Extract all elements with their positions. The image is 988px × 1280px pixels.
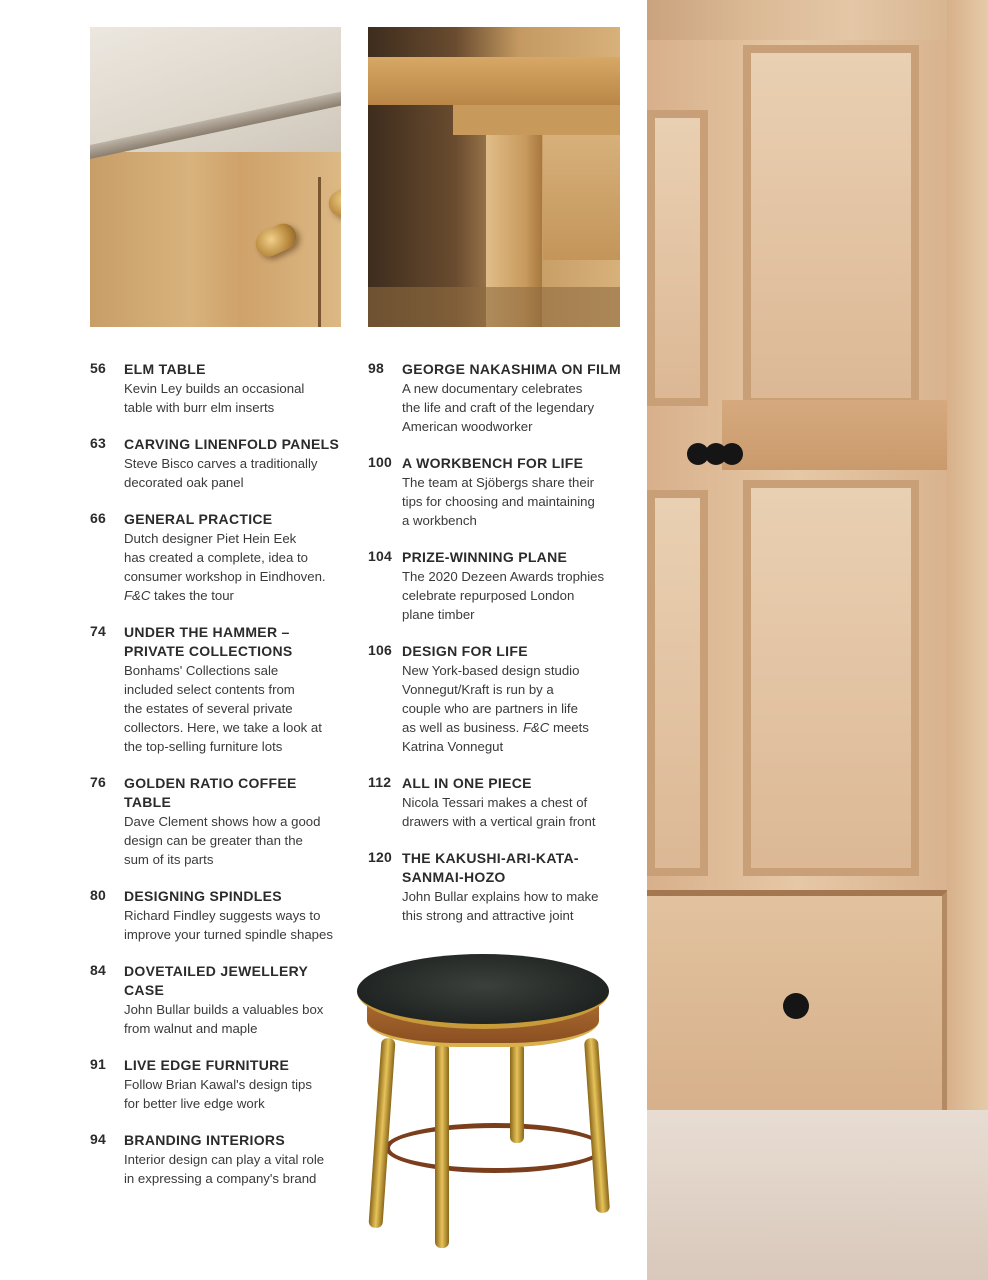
article-description: John Bullar builds a valuables box from walnut and maple — [124, 1002, 324, 1036]
article-title: GENERAL PRACTICE — [124, 511, 273, 527]
gilt-marble-table-photo — [345, 948, 630, 1253]
article-description: Follow Brian Kawal's design tips for better live edge work — [124, 1077, 312, 1111]
article-description: John Bullar explains how to make this strong and attractive joint — [402, 889, 599, 923]
page-number: 84 — [90, 962, 106, 978]
contents-entry[interactable] — [368, 548, 623, 624]
article-title: GEORGE NAKASHIMA ON FILM — [402, 361, 622, 377]
article-description: Dutch designer Piet Hein Eek has created a complete, idea to consumer workshop in Eindhoven. F&C takes the tour — [124, 531, 326, 603]
article-description: Bonhams' Collections sale included select contents from the estates of several private collectors. Here, we take a look at the top-selling furniture lots — [124, 663, 322, 754]
article-title: A WORKBENCH FOR LIFE — [402, 455, 584, 471]
article-title: PRIZE-WINNING PLANE — [402, 549, 568, 565]
page-number: 112 — [368, 774, 392, 790]
article-title: CARVING LINENFOLD PANELS — [124, 436, 340, 452]
page-number: 56 — [90, 360, 106, 376]
article-title: DESIGNING SPINDLES — [124, 888, 282, 904]
page-number: 104 — [368, 548, 392, 564]
article-description: The team at Sjöbergs share their tips for choosing and maintaining a workbench — [402, 475, 595, 528]
article-description: Interior design can play a vital role in expressing a company's brand — [124, 1152, 325, 1186]
page-number: 94 — [90, 1131, 106, 1147]
contents-entry[interactable] — [90, 510, 345, 605]
contents-entry[interactable] — [90, 962, 345, 1038]
contents-entry[interactable] — [90, 360, 345, 417]
article-description: The 2020 Dezeen Awards trophies celebrate repurposed London plane timber — [402, 569, 605, 622]
table-leg-photo — [368, 27, 620, 327]
contents-entry[interactable] — [90, 1056, 345, 1113]
article-title: THE KAKUSHI-ARI-KATA- SANMAI-HOZO — [402, 850, 579, 885]
page-number: 120 — [368, 849, 392, 865]
article-title: ELM TABLE — [124, 361, 206, 377]
contents-entry[interactable] — [90, 774, 345, 869]
page-number: 76 — [90, 774, 106, 790]
contents-entry[interactable] — [90, 435, 345, 492]
article-description: A new documentary celebrates the life and craft of the legendary American woodworker — [402, 381, 595, 434]
brass-pull-cabinet-photo — [90, 27, 341, 327]
page-number: 66 — [90, 510, 106, 526]
contents-entry[interactable] — [368, 642, 623, 756]
article-description: Nicola Tessari makes a chest of drawers with a vertical grain front — [402, 795, 596, 829]
page-number: 91 — [90, 1056, 106, 1072]
article-title: GOLDEN RATIO COFFEE TABLE — [124, 775, 297, 810]
article-title: BRANDING INTERIORS — [124, 1132, 285, 1148]
contents-entry[interactable] — [90, 623, 345, 756]
contents-entry[interactable] — [90, 887, 345, 944]
article-description: Dave Clement shows how a good design can be greater than the sum of its parts — [124, 814, 321, 867]
page-number: 74 — [90, 623, 106, 639]
article-title: LIVE EDGE FURNITURE — [124, 1057, 290, 1073]
contents-right-column — [368, 360, 623, 943]
contents-left-column — [90, 360, 345, 1206]
contents-entry[interactable] — [368, 454, 623, 530]
page-number: 106 — [368, 642, 392, 658]
page-number: 63 — [90, 435, 106, 451]
article-description: Steve Bisco carves a traditionally decorated oak panel — [124, 456, 318, 490]
contents-entry[interactable] — [368, 774, 623, 831]
article-title: UNDER THE HAMMER – PRIVATE COLLECTIONS — [124, 624, 293, 659]
article-title: DESIGN FOR LIFE — [402, 643, 528, 659]
oak-cupboard-photo — [647, 0, 988, 1280]
article-title: DOVETAILED JEWELLERY CASE — [124, 963, 309, 998]
contents-entry[interactable] — [90, 1131, 345, 1188]
article-description: Richard Findley suggests ways to improve your turned spindle shapes — [124, 908, 333, 942]
page-number: 100 — [368, 454, 392, 470]
contents-entry[interactable] — [368, 360, 623, 436]
page-number: 98 — [368, 360, 384, 376]
article-description: Kevin Ley builds an occasional table with burr elm inserts — [124, 381, 305, 415]
article-description: New York-based design studio Vonnegut/Kraft is run by a couple who are partners in life as well as business. F&C meets Katrina Vonnegut — [402, 663, 589, 754]
article-title: ALL IN ONE PIECE — [402, 775, 532, 791]
page-number: 80 — [90, 887, 106, 903]
contents-entry[interactable] — [368, 849, 623, 925]
